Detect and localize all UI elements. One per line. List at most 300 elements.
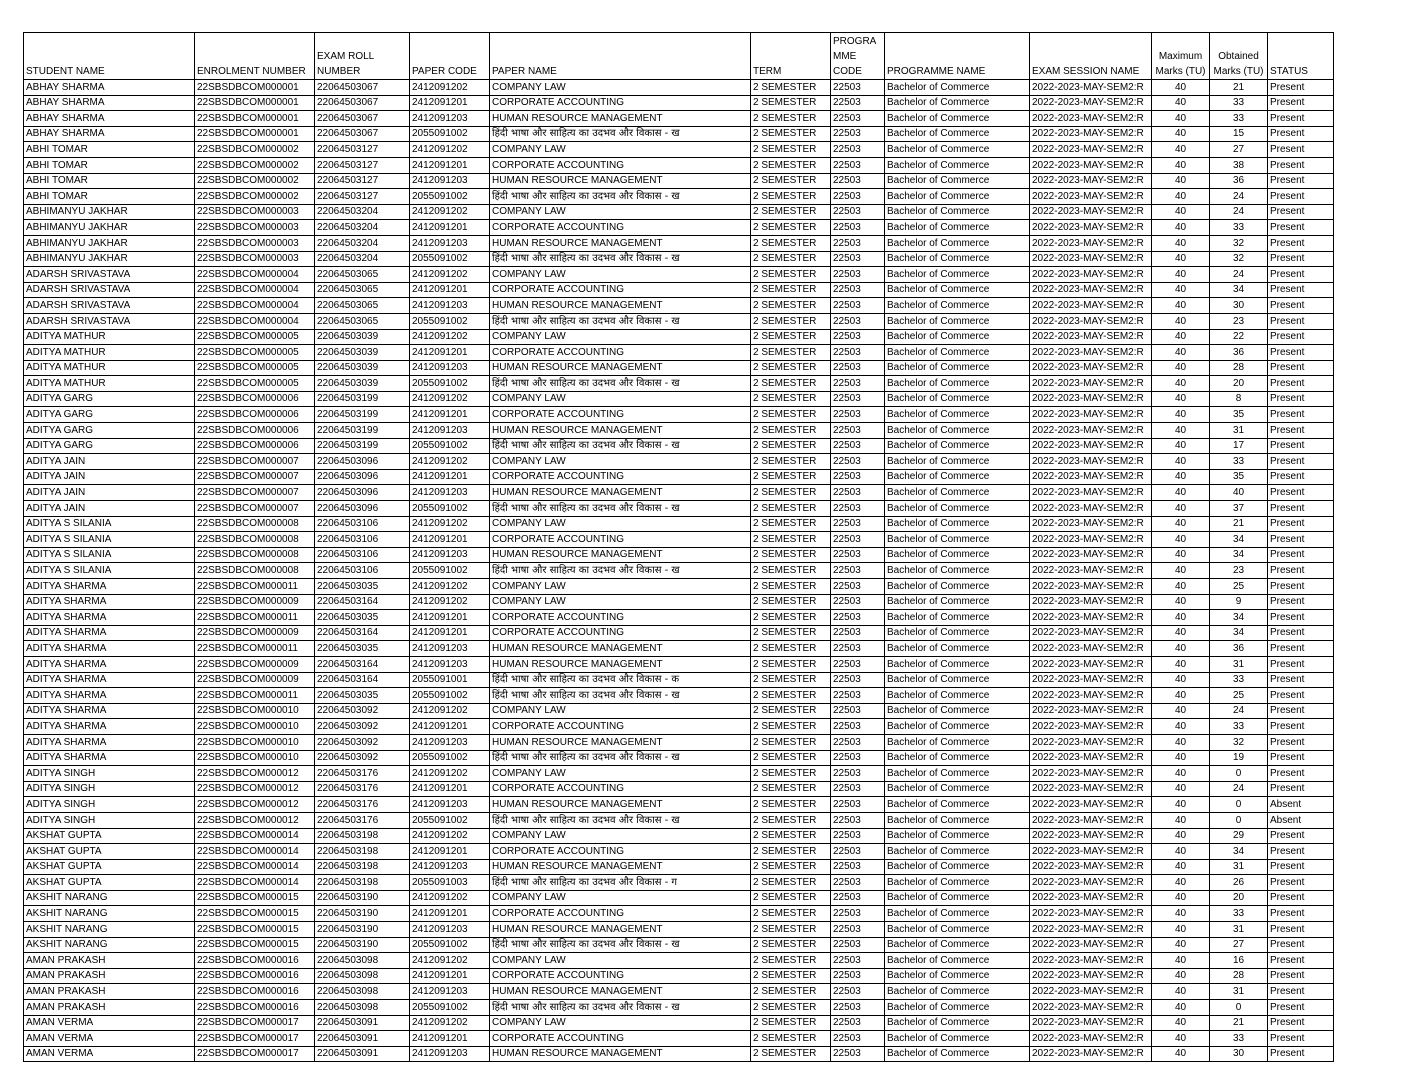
cell-paper-name: HUMAN RESOURCE MANAGEMENT [490, 485, 751, 501]
results-table [23, 32, 1334, 1062]
cell-enrolment-number: 22SBSDBCOM000008 [195, 547, 315, 563]
header-status: STATUS [1268, 33, 1334, 80]
cell-paper-code: 2055091002 [410, 126, 490, 142]
cell-programme-name: Bachelor of Commerce [885, 703, 1030, 719]
cell-programme-code: 22503 [831, 173, 885, 189]
table-row [24, 469, 1334, 485]
cell-exam-session-name: 2022-2023-MAY-SEM2:R [1030, 703, 1152, 719]
cell-maximum-marks: 40 [1152, 1031, 1210, 1047]
cell-paper-name: COMPANY LAW [490, 594, 751, 610]
cell-maximum-marks: 40 [1152, 594, 1210, 610]
cell-exam-session-name: 2022-2023-MAY-SEM2:R [1030, 937, 1152, 953]
cell-programme-code: 22503 [831, 360, 885, 376]
cell-maximum-marks: 40 [1152, 750, 1210, 766]
cell-obtained-marks: 33 [1210, 1031, 1268, 1047]
header-student-name: STUDENT NAME [24, 33, 195, 80]
cell-term: 2 SEMESTER [751, 220, 831, 236]
cell-status: Present [1268, 1031, 1334, 1047]
cell-paper-code: 2055091002 [410, 1000, 490, 1016]
cell-exam-roll-number: 22064503176 [315, 797, 410, 813]
cell-obtained-marks: 24 [1210, 267, 1268, 283]
cell-status: Present [1268, 766, 1334, 782]
cell-term: 2 SEMESTER [751, 1015, 831, 1031]
cell-status: Present [1268, 688, 1334, 704]
cell-paper-name: HUMAN RESOURCE MANAGEMENT [490, 1046, 751, 1062]
cell-term: 2 SEMESTER [751, 703, 831, 719]
cell-enrolment-number: 22SBSDBCOM000017 [195, 1031, 315, 1047]
cell-paper-name: हिंदी भाषा और साहित्य का उदभव और विकास - ख [490, 1000, 751, 1016]
cell-obtained-marks: 20 [1210, 890, 1268, 906]
cell-term: 2 SEMESTER [751, 532, 831, 548]
cell-exam-roll-number: 22064503067 [315, 80, 410, 96]
cell-exam-roll-number: 22064503199 [315, 407, 410, 423]
table-row [24, 812, 1334, 828]
cell-paper-name: COMPANY LAW [490, 80, 751, 96]
table-row [24, 953, 1334, 969]
cell-status: Present [1268, 391, 1334, 407]
cell-programme-code: 22503 [831, 719, 885, 735]
table-row [24, 220, 1334, 236]
cell-exam-roll-number: 22064503039 [315, 376, 410, 392]
cell-maximum-marks: 40 [1152, 204, 1210, 220]
cell-enrolment-number: 22SBSDBCOM000003 [195, 235, 315, 251]
cell-paper-code: 2412091202 [410, 329, 490, 345]
cell-term: 2 SEMESTER [751, 781, 831, 797]
cell-programme-code: 22503 [831, 703, 885, 719]
cell-status: Present [1268, 485, 1334, 501]
cell-status: Present [1268, 1000, 1334, 1016]
cell-programme-name: Bachelor of Commerce [885, 937, 1030, 953]
cell-paper-code: 2412091203 [410, 859, 490, 875]
header-paper-name: PAPER NAME [490, 33, 751, 80]
cell-paper-code: 2055091003 [410, 875, 490, 891]
header-programme-code: PROGRA MME CODE [831, 33, 885, 80]
cell-paper-code: 2412091202 [410, 579, 490, 595]
cell-status: Present [1268, 937, 1334, 953]
cell-student-name: ADITYA MATHUR [24, 360, 195, 376]
cell-maximum-marks: 40 [1152, 235, 1210, 251]
cell-enrolment-number: 22SBSDBCOM000016 [195, 1000, 315, 1016]
cell-paper-name: HUMAN RESOURCE MANAGEMENT [490, 423, 751, 439]
cell-student-name: ABHIMANYU JAKHAR [24, 251, 195, 267]
cell-term: 2 SEMESTER [751, 890, 831, 906]
cell-student-name: ADARSH SRIVASTAVA [24, 267, 195, 283]
cell-paper-code: 2055091002 [410, 438, 490, 454]
cell-exam-roll-number: 22064503098 [315, 984, 410, 1000]
cell-programme-code: 22503 [831, 1015, 885, 1031]
cell-exam-session-name: 2022-2023-MAY-SEM2:R [1030, 532, 1152, 548]
cell-student-name: ADITYA SHARMA [24, 594, 195, 610]
cell-term: 2 SEMESTER [751, 345, 831, 361]
table-row [24, 906, 1334, 922]
cell-status: Present [1268, 1015, 1334, 1031]
cell-exam-roll-number: 22064503035 [315, 610, 410, 626]
cell-programme-name: Bachelor of Commerce [885, 345, 1030, 361]
cell-obtained-marks: 34 [1210, 625, 1268, 641]
cell-exam-roll-number: 22064503199 [315, 423, 410, 439]
cell-obtained-marks: 22 [1210, 329, 1268, 345]
cell-status: Absent [1268, 797, 1334, 813]
cell-exam-session-name: 2022-2023-MAY-SEM2:R [1030, 345, 1152, 361]
cell-maximum-marks: 40 [1152, 625, 1210, 641]
cell-exam-session-name: 2022-2023-MAY-SEM2:R [1030, 859, 1152, 875]
cell-obtained-marks: 21 [1210, 516, 1268, 532]
cell-paper-code: 2412091202 [410, 267, 490, 283]
cell-term: 2 SEMESTER [751, 1000, 831, 1016]
cell-status: Present [1268, 547, 1334, 563]
table-row [24, 267, 1334, 283]
cell-obtained-marks: 27 [1210, 142, 1268, 158]
cell-exam-roll-number: 22064503198 [315, 859, 410, 875]
cell-programme-code: 22503 [831, 313, 885, 329]
cell-paper-code: 2412091201 [410, 282, 490, 298]
cell-programme-code: 22503 [831, 1046, 885, 1062]
table-row [24, 797, 1334, 813]
cell-status: Present [1268, 282, 1334, 298]
cell-enrolment-number: 22SBSDBCOM000004 [195, 298, 315, 314]
cell-paper-name: हिंदी भाषा और साहित्य का उदभव और विकास - क [490, 672, 751, 688]
cell-exam-session-name: 2022-2023-MAY-SEM2:R [1030, 454, 1152, 470]
cell-obtained-marks: 32 [1210, 235, 1268, 251]
cell-obtained-marks: 23 [1210, 563, 1268, 579]
cell-paper-code: 2412091203 [410, 298, 490, 314]
cell-paper-code: 2055091002 [410, 251, 490, 267]
cell-paper-code: 2412091201 [410, 844, 490, 860]
cell-programme-name: Bachelor of Commerce [885, 672, 1030, 688]
cell-exam-session-name: 2022-2023-MAY-SEM2:R [1030, 797, 1152, 813]
header-maximum-marks: Maximum Marks (TU) [1152, 33, 1210, 80]
cell-programme-code: 22503 [831, 142, 885, 158]
cell-paper-code: 2412091203 [410, 173, 490, 189]
cell-exam-roll-number: 22064503106 [315, 563, 410, 579]
cell-student-name: ADITYA JAIN [24, 485, 195, 501]
cell-programme-name: Bachelor of Commerce [885, 641, 1030, 657]
cell-exam-roll-number: 22064503127 [315, 157, 410, 173]
cell-obtained-marks: 32 [1210, 251, 1268, 267]
cell-term: 2 SEMESTER [751, 126, 831, 142]
cell-status: Present [1268, 750, 1334, 766]
cell-term: 2 SEMESTER [751, 298, 831, 314]
cell-programme-code: 22503 [831, 859, 885, 875]
cell-programme-code: 22503 [831, 220, 885, 236]
cell-exam-session-name: 2022-2023-MAY-SEM2:R [1030, 501, 1152, 517]
cell-obtained-marks: 27 [1210, 937, 1268, 953]
cell-term: 2 SEMESTER [751, 313, 831, 329]
cell-exam-session-name: 2022-2023-MAY-SEM2:R [1030, 298, 1152, 314]
cell-paper-code: 2412091202 [410, 516, 490, 532]
cell-paper-code: 2412091201 [410, 220, 490, 236]
cell-paper-code: 2055091002 [410, 812, 490, 828]
cell-programme-code: 22503 [831, 532, 885, 548]
cell-programme-name: Bachelor of Commerce [885, 563, 1030, 579]
cell-status: Present [1268, 734, 1334, 750]
cell-term: 2 SEMESTER [751, 812, 831, 828]
cell-maximum-marks: 40 [1152, 953, 1210, 969]
table-row [24, 844, 1334, 860]
cell-paper-name: हिंदी भाषा और साहित्य का उदभव और विकास - ख [490, 937, 751, 953]
cell-obtained-marks: 31 [1210, 423, 1268, 439]
cell-paper-name: CORPORATE ACCOUNTING [490, 610, 751, 626]
cell-term: 2 SEMESTER [751, 1046, 831, 1062]
cell-programme-name: Bachelor of Commerce [885, 282, 1030, 298]
cell-enrolment-number: 22SBSDBCOM000008 [195, 563, 315, 579]
cell-enrolment-number: 22SBSDBCOM000007 [195, 501, 315, 517]
cell-paper-name: HUMAN RESOURCE MANAGEMENT [490, 641, 751, 657]
cell-status: Present [1268, 423, 1334, 439]
cell-student-name: ADITYA S SILANIA [24, 563, 195, 579]
cell-enrolment-number: 22SBSDBCOM000012 [195, 797, 315, 813]
cell-obtained-marks: 33 [1210, 719, 1268, 735]
cell-paper-name: हिंदी भाषा और साहित्य का उदभव और विकास - ख [490, 563, 751, 579]
table-row [24, 298, 1334, 314]
table-row [24, 625, 1334, 641]
cell-status: Present [1268, 204, 1334, 220]
cell-enrolment-number: 22SBSDBCOM000015 [195, 937, 315, 953]
cell-paper-code: 2055091002 [410, 376, 490, 392]
cell-student-name: ADITYA MATHUR [24, 345, 195, 361]
cell-programme-code: 22503 [831, 376, 885, 392]
cell-term: 2 SEMESTER [751, 516, 831, 532]
table-row [24, 282, 1334, 298]
cell-student-name: ADITYA GARG [24, 407, 195, 423]
cell-status: Present [1268, 345, 1334, 361]
cell-student-name: ADARSH SRIVASTAVA [24, 313, 195, 329]
cell-programme-name: Bachelor of Commerce [885, 781, 1030, 797]
cell-programme-code: 22503 [831, 890, 885, 906]
cell-student-name: ADITYA SINGH [24, 797, 195, 813]
cell-exam-roll-number: 22064503190 [315, 937, 410, 953]
cell-paper-name: HUMAN RESOURCE MANAGEMENT [490, 298, 751, 314]
cell-status: Present [1268, 516, 1334, 532]
cell-paper-code: 2412091202 [410, 766, 490, 782]
cell-programme-name: Bachelor of Commerce [885, 407, 1030, 423]
cell-programme-code: 22503 [831, 766, 885, 782]
table-row [24, 922, 1334, 938]
table-row [24, 984, 1334, 1000]
table-row [24, 454, 1334, 470]
cell-obtained-marks: 33 [1210, 95, 1268, 111]
cell-exam-roll-number: 22064503204 [315, 204, 410, 220]
cell-exam-roll-number: 22064503092 [315, 719, 410, 735]
cell-paper-code: 2055091002 [410, 563, 490, 579]
cell-term: 2 SEMESTER [751, 142, 831, 158]
cell-exam-roll-number: 22064503065 [315, 313, 410, 329]
cell-exam-session-name: 2022-2023-MAY-SEM2:R [1030, 173, 1152, 189]
cell-obtained-marks: 31 [1210, 984, 1268, 1000]
cell-programme-code: 22503 [831, 781, 885, 797]
cell-enrolment-number: 22SBSDBCOM000006 [195, 438, 315, 454]
cell-exam-roll-number: 22064503067 [315, 126, 410, 142]
cell-term: 2 SEMESTER [751, 594, 831, 610]
cell-paper-name: CORPORATE ACCOUNTING [490, 157, 751, 173]
cell-student-name: ADITYA MATHUR [24, 329, 195, 345]
cell-programme-name: Bachelor of Commerce [885, 376, 1030, 392]
cell-maximum-marks: 40 [1152, 890, 1210, 906]
cell-exam-session-name: 2022-2023-MAY-SEM2:R [1030, 563, 1152, 579]
cell-enrolment-number: 22SBSDBCOM000002 [195, 173, 315, 189]
cell-status: Present [1268, 454, 1334, 470]
cell-student-name: ADITYA GARG [24, 423, 195, 439]
cell-exam-roll-number: 22064503199 [315, 391, 410, 407]
cell-status: Present [1268, 844, 1334, 860]
cell-exam-session-name: 2022-2023-MAY-SEM2:R [1030, 516, 1152, 532]
table-row [24, 345, 1334, 361]
cell-programme-code: 22503 [831, 579, 885, 595]
table-row [24, 750, 1334, 766]
cell-programme-name: Bachelor of Commerce [885, 204, 1030, 220]
cell-programme-code: 22503 [831, 734, 885, 750]
cell-programme-name: Bachelor of Commerce [885, 235, 1030, 251]
cell-maximum-marks: 40 [1152, 407, 1210, 423]
table-row [24, 173, 1334, 189]
cell-status: Present [1268, 376, 1334, 392]
cell-obtained-marks: 34 [1210, 547, 1268, 563]
cell-paper-name: CORPORATE ACCOUNTING [490, 1031, 751, 1047]
cell-exam-roll-number: 22064503198 [315, 844, 410, 860]
cell-maximum-marks: 40 [1152, 282, 1210, 298]
cell-enrolment-number: 22SBSDBCOM000007 [195, 454, 315, 470]
cell-programme-name: Bachelor of Commerce [885, 485, 1030, 501]
cell-term: 2 SEMESTER [751, 906, 831, 922]
table-row [24, 157, 1334, 173]
cell-term: 2 SEMESTER [751, 111, 831, 127]
cell-obtained-marks: 35 [1210, 407, 1268, 423]
cell-obtained-marks: 15 [1210, 126, 1268, 142]
cell-programme-name: Bachelor of Commerce [885, 828, 1030, 844]
cell-term: 2 SEMESTER [751, 688, 831, 704]
cell-term: 2 SEMESTER [751, 267, 831, 283]
cell-obtained-marks: 30 [1210, 1046, 1268, 1062]
cell-exam-roll-number: 22064503106 [315, 532, 410, 548]
cell-status: Absent [1268, 812, 1334, 828]
cell-maximum-marks: 40 [1152, 719, 1210, 735]
cell-student-name: AMAN VERMA [24, 1031, 195, 1047]
cell-exam-roll-number: 22064503098 [315, 953, 410, 969]
cell-exam-roll-number: 22064503127 [315, 142, 410, 158]
cell-paper-name: CORPORATE ACCOUNTING [490, 345, 751, 361]
cell-programme-name: Bachelor of Commerce [885, 968, 1030, 984]
cell-exam-roll-number: 22064503035 [315, 579, 410, 595]
cell-status: Present [1268, 859, 1334, 875]
cell-status: Present [1268, 922, 1334, 938]
header-term: TERM [751, 33, 831, 80]
cell-exam-session-name: 2022-2023-MAY-SEM2:R [1030, 844, 1152, 860]
cell-obtained-marks: 34 [1210, 282, 1268, 298]
cell-programme-name: Bachelor of Commerce [885, 360, 1030, 376]
cell-paper-name: COMPANY LAW [490, 828, 751, 844]
cell-term: 2 SEMESTER [751, 501, 831, 517]
table-row [24, 391, 1334, 407]
cell-term: 2 SEMESTER [751, 454, 831, 470]
cell-student-name: ADITYA SHARMA [24, 688, 195, 704]
cell-obtained-marks: 24 [1210, 781, 1268, 797]
cell-programme-name: Bachelor of Commerce [885, 454, 1030, 470]
table-row [24, 828, 1334, 844]
cell-exam-roll-number: 22064503039 [315, 360, 410, 376]
cell-paper-code: 2412091203 [410, 984, 490, 1000]
cell-obtained-marks: 0 [1210, 766, 1268, 782]
cell-paper-name: हिंदी भाषा और साहित्य का उदभव और विकास - ख [490, 251, 751, 267]
cell-exam-roll-number: 22064503035 [315, 688, 410, 704]
cell-exam-session-name: 2022-2023-MAY-SEM2:R [1030, 235, 1152, 251]
cell-obtained-marks: 29 [1210, 828, 1268, 844]
cell-obtained-marks: 33 [1210, 454, 1268, 470]
cell-maximum-marks: 40 [1152, 157, 1210, 173]
cell-status: Present [1268, 828, 1334, 844]
cell-status: Present [1268, 953, 1334, 969]
table-row [24, 438, 1334, 454]
cell-obtained-marks: 8 [1210, 391, 1268, 407]
cell-paper-name: CORPORATE ACCOUNTING [490, 282, 751, 298]
cell-obtained-marks: 32 [1210, 734, 1268, 750]
cell-term: 2 SEMESTER [751, 984, 831, 1000]
cell-enrolment-number: 22SBSDBCOM000011 [195, 688, 315, 704]
cell-enrolment-number: 22SBSDBCOM000003 [195, 220, 315, 236]
table-row [24, 501, 1334, 517]
table-row [24, 204, 1334, 220]
cell-term: 2 SEMESTER [751, 828, 831, 844]
cell-maximum-marks: 40 [1152, 984, 1210, 1000]
header-exam-roll-number: EXAM ROLL NUMBER [315, 33, 410, 80]
cell-maximum-marks: 40 [1152, 267, 1210, 283]
cell-status: Present [1268, 173, 1334, 189]
cell-exam-session-name: 2022-2023-MAY-SEM2:R [1030, 469, 1152, 485]
cell-paper-code: 2412091201 [410, 906, 490, 922]
cell-enrolment-number: 22SBSDBCOM000009 [195, 672, 315, 688]
cell-programme-name: Bachelor of Commerce [885, 766, 1030, 782]
cell-paper-name: HUMAN RESOURCE MANAGEMENT [490, 360, 751, 376]
cell-obtained-marks: 31 [1210, 859, 1268, 875]
table-row [24, 142, 1334, 158]
cell-programme-name: Bachelor of Commerce [885, 750, 1030, 766]
cell-student-name: ABHAY SHARMA [24, 80, 195, 96]
cell-status: Present [1268, 656, 1334, 672]
cell-enrolment-number: 22SBSDBCOM000008 [195, 516, 315, 532]
header-enrolment-number: ENROLMENT NUMBER [195, 33, 315, 80]
cell-enrolment-number: 22SBSDBCOM000001 [195, 126, 315, 142]
cell-paper-name: हिंदी भाषा और साहित्य का उदभव और विकास - ख [490, 189, 751, 205]
cell-maximum-marks: 40 [1152, 376, 1210, 392]
cell-status: Present [1268, 438, 1334, 454]
cell-programme-name: Bachelor of Commerce [885, 797, 1030, 813]
cell-enrolment-number: 22SBSDBCOM000007 [195, 485, 315, 501]
cell-exam-roll-number: 22064503039 [315, 345, 410, 361]
cell-paper-name: COMPANY LAW [490, 204, 751, 220]
cell-student-name: ADITYA SHARMA [24, 641, 195, 657]
cell-exam-session-name: 2022-2023-MAY-SEM2:R [1030, 875, 1152, 891]
cell-obtained-marks: 19 [1210, 750, 1268, 766]
cell-maximum-marks: 40 [1152, 1015, 1210, 1031]
cell-exam-session-name: 2022-2023-MAY-SEM2:R [1030, 828, 1152, 844]
cell-status: Present [1268, 157, 1334, 173]
cell-paper-name: CORPORATE ACCOUNTING [490, 968, 751, 984]
cell-paper-code: 2412091201 [410, 781, 490, 797]
cell-paper-name: HUMAN RESOURCE MANAGEMENT [490, 797, 751, 813]
cell-exam-roll-number: 22064503190 [315, 906, 410, 922]
cell-programme-code: 22503 [831, 1000, 885, 1016]
cell-exam-session-name: 2022-2023-MAY-SEM2:R [1030, 267, 1152, 283]
cell-paper-code: 2412091201 [410, 625, 490, 641]
cell-maximum-marks: 40 [1152, 937, 1210, 953]
cell-maximum-marks: 40 [1152, 251, 1210, 267]
cell-status: Present [1268, 235, 1334, 251]
cell-status: Present [1268, 672, 1334, 688]
cell-obtained-marks: 33 [1210, 220, 1268, 236]
cell-exam-roll-number: 22064503096 [315, 501, 410, 517]
cell-paper-code: 2412091202 [410, 454, 490, 470]
cell-paper-code: 2055091002 [410, 688, 490, 704]
cell-obtained-marks: 34 [1210, 610, 1268, 626]
